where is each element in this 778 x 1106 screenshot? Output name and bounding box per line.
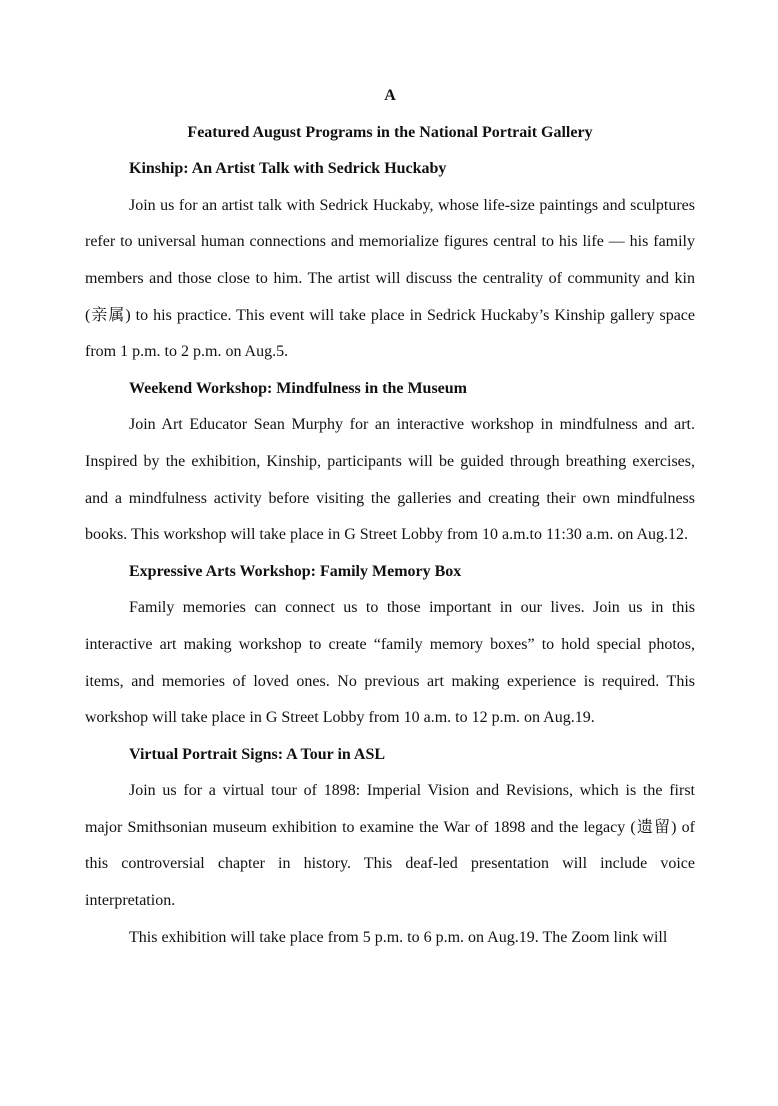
program-heading-mindfulness: Weekend Workshop: Mindfulness in the Museum (129, 379, 467, 397)
program-description-asl-tour: Join us for a virtual tour of 1898: Imperial Vision and Revisions, which is the first major Smithsonian museum exhibition to examine the War of 1898 and the legacy (遗留) of this controversial chapter in history. This deaf-led presentation will include voice interpretation. (85, 782, 695, 910)
program-description-memory-box: Family memories can connect us to those important in our lives. Join us in this interactive art making workshop to create “family memory boxes” to hold special photos, items, and memories of loved ones. No previous art making experience is required. This workshop will take place in G Street Lobby from 10 a.m. to 12 p.m. on Aug.19. (85, 599, 695, 727)
program-heading-memory-box: Expressive Arts Workshop: Family Memory Box (129, 562, 462, 580)
program-schedule-asl-tour: This exhibition will take place from 5 p.m. to 6 p.m. on Aug.19. The Zoom link will (129, 928, 668, 946)
program-heading-asl-tour: Virtual Portrait Signs: A Tour in ASL (129, 745, 386, 763)
program-description-kinship: Join us for an artist talk with Sedrick Huckaby, whose life-size paintings and sculptures refer to universal human connections and memorialize figures central to his life — his family members and those close to him. The artist will discuss the centrality of community and kin (亲属) to his practice. This event will take place in Sedrick Huckaby’s Kinship gallery space from 1 p.m. to 2 p.m. on Aug.5. (85, 196, 695, 361)
document-title: Featured August Programs in the National Portrait Gallery (187, 123, 593, 141)
document-body (85, 78, 695, 956)
section-letter: A (384, 87, 396, 104)
program-heading-kinship: Kinship: An Artist Talk with Sedrick Huckaby (129, 160, 447, 178)
program-description-mindfulness: Join Art Educator Sean Murphy for an interactive workshop in mindfulness and art. Inspired by the exhibition, Kinship, participants will be guided through breathing exercises, and a mindfulness activity before visiting the galleries and creating their own mindfulness books. This workshop will take place in G Street Lobby from 10 a.m.to 11:30 a.m. on Aug.12. (85, 416, 695, 544)
